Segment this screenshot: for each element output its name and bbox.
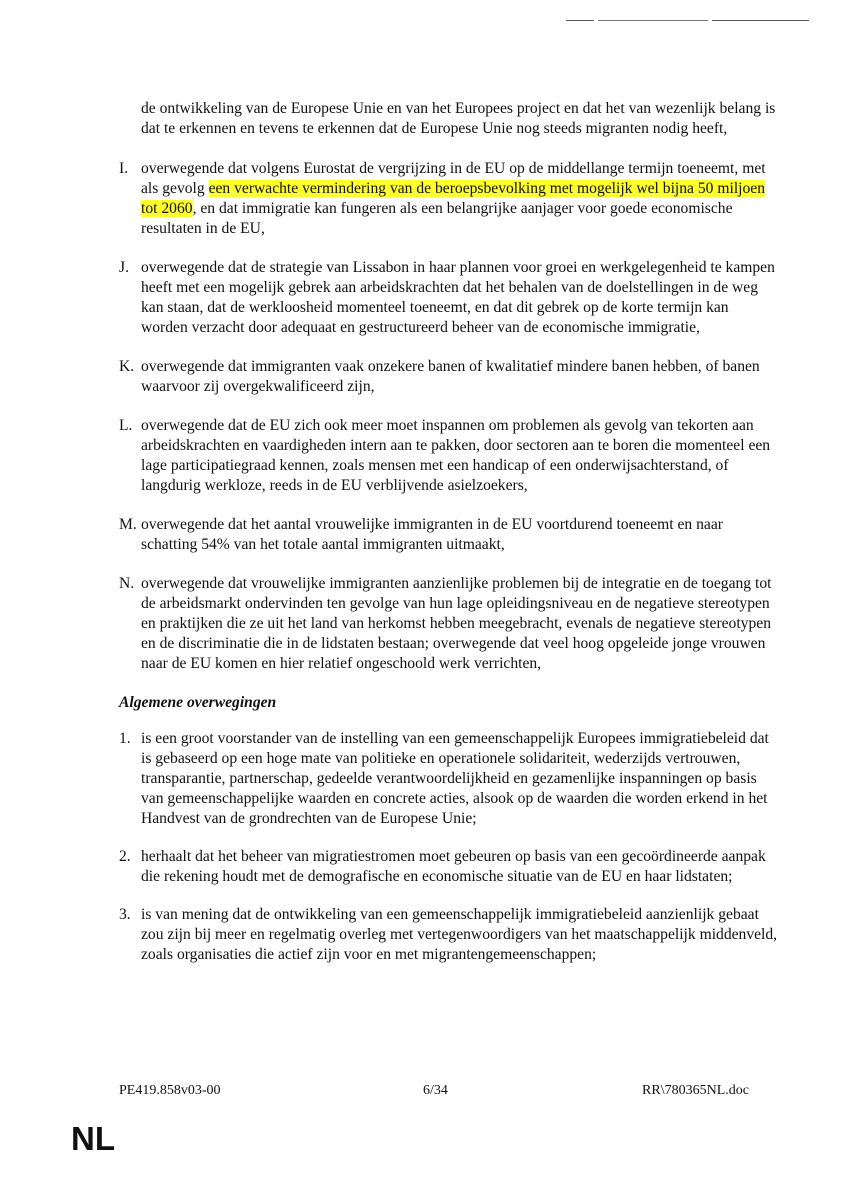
recital-m <box>119 515 779 555</box>
recital-j <box>119 258 779 338</box>
recital-text: overwegende dat de EU zich ook meer moet inspannen om problemen als gevolg van tekorten aan arbeidskrachten en vaardigheden intern aan te pakken, door sectoren aan te boren die momenteel een lage participatiegraad kennen, zoals mensen met een handicap of een onderwijsachterstand, of langdurig werkloze, reeds in de EU verblijvende asielzoekers, <box>141 417 771 494</box>
item-number: 3. <box>119 906 131 923</box>
list-item-2 <box>119 847 779 887</box>
list-item-3 <box>119 905 779 965</box>
recital-marker: L. <box>119 417 133 434</box>
item-text: is van mening dat de ontwikkeling van een gemeenschappelijk immigratiebeleid aanzienlijk gebaat zou zijn bij meer en regelmatig overleg met vertegenwoordigers van het maatschappelijk middenveld, zoals organisaties die actief zijn voor en met migrantengemeenschappen; <box>141 906 778 963</box>
item-text: is een groot voorstander van de instelling van een gemeenschappelijk Europees immigratiebeleid dat is gebaseerd op een hoge mate van politieke en operationele solidariteit, wederzijds vertrouwen, transparantie, partnerschap, gedeelde verantwoordelijkheid en gezamenlijke inspanningen op basis van gemeenschappelijke waarden en concrete acties, alsook op de waarden die worden erkend in het Handvest van de grondrechten van de Europese Unie; <box>141 730 769 827</box>
document-reference: PE419.858v03-00 <box>119 1083 221 1098</box>
recital-l <box>119 416 779 496</box>
recital-k <box>119 357 779 397</box>
page-footer <box>119 1081 749 1101</box>
recital-marker: K. <box>119 358 135 375</box>
header-rule-segment <box>712 20 809 21</box>
recital-n <box>119 574 779 674</box>
recital-text: overwegende dat het aantal vrouwelijke immigranten in de EU voortdurend toeneemt en naar schatting 54% van het totale aantal immigranten uitmaakt, <box>141 516 723 553</box>
highlighted-text: een verwachte vermindering van de beroepsbevolking met mogelijk wel bijna 50 miljoen tot 2060 <box>141 180 766 217</box>
header-rule-segment <box>566 20 594 21</box>
header-rule-segment <box>598 20 708 21</box>
item-text: herhaalt dat het beheer van migratiestromen moet gebeuren op basis van een gecoördineerde aanpak die rekening houdt met de demografische en economische situatie van de EU en haar lidstaten; <box>141 848 766 885</box>
recital-marker: M. <box>119 516 137 533</box>
intro-paragraph: de ontwikkeling van de Europese Unie en van het Europees project en dat het van wezenlijk belang is dat te erkennen en tevens te erkennen dat de Europese Unie nog steeds migranten nodig heeft, <box>141 100 776 137</box>
numbered-list <box>119 729 779 965</box>
list-item-1 <box>119 729 779 829</box>
recital-marker: N. <box>119 575 135 592</box>
recital-marker: I. <box>119 160 129 177</box>
recital-text: overwegende dat de strategie van Lissabon in haar plannen voor groei en werkgelegenheid te kampen heeft met een mogelijk gebrek aan arbeidskrachten dat het behalen van de doelstellingen in de weg kan staan, dat de werkloosheid momenteel toeneemt, en dat dit gebrek op de korte termijn kan worden verzacht door adequaat en gestructureerd beheer van de economische immigratie, <box>141 259 775 336</box>
section-heading: Algemene overwegingen <box>119 694 277 711</box>
recital-text: overwegende dat immigranten vaak onzekere banen of kwalitatief mindere banen hebben, of banen waarvoor zij overgekwalificeerd zijn, <box>141 358 760 395</box>
item-number: 1. <box>119 730 131 747</box>
recital-text: overwegende dat vrouwelijke immigranten aanzienlijke problemen bij de integratie en de toegang tot de arbeidsmarkt ondervinden ten gevolge van hun lage opleidingsniveau en de negatieve stereotypen en praktijken die ze uit het land van herkomst hebben meegebracht, evenals de negatieve stereotypen en de discriminatie die in de lidstaten bestaan; overwegende dat veel hoog opgeleide jonge vrouwen naar de EU komen en hier relatief ongeschoold werk verrichten, <box>141 575 772 672</box>
language-code: NL <box>71 1120 115 1157</box>
recital-i <box>119 159 779 239</box>
recital-text: overwegende dat volgens Eurostat de vergrijzing in de EU op de middellange termijn toeneemt, met als gevolg <box>141 160 766 197</box>
page-number: 6/34 <box>423 1083 448 1098</box>
document-body <box>119 99 779 983</box>
recital-marker: J. <box>119 259 129 276</box>
file-name: RR\780365NL.doc <box>642 1083 749 1098</box>
item-number: 2. <box>119 848 131 865</box>
recital-text: , en dat immigratie kan fungeren als een belangrijke aanjager voor goede economische resultaten in de EU, <box>141 200 733 237</box>
